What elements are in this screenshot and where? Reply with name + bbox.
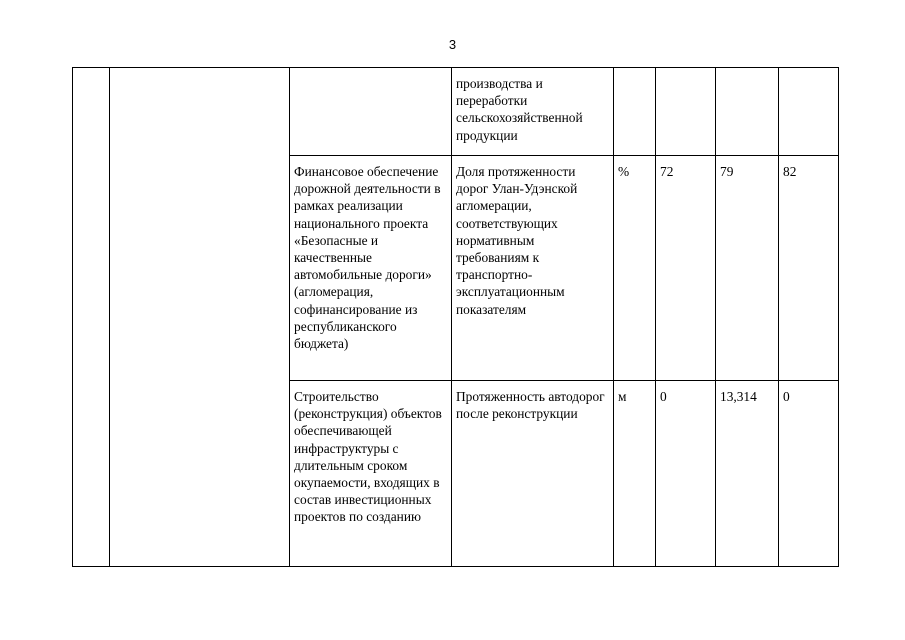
table-cell-unit <box>614 68 656 156</box>
table-cell-value-2: 13,314 <box>716 381 779 567</box>
table-cell-value-1: 0 <box>656 381 716 567</box>
indicators-table <box>72 67 839 567</box>
table-cell-value-1: 72 <box>656 156 716 381</box>
table-cell-unit: м <box>614 381 656 567</box>
table-row <box>73 68 839 156</box>
table-cell-unit: % <box>614 156 656 381</box>
table-cell-value-3: 82 <box>779 156 839 381</box>
table-cell-value-3: 0 <box>779 381 839 567</box>
table-cell-value-2 <box>716 68 779 156</box>
table-cell-value-1 <box>656 68 716 156</box>
page-number: 3 <box>448 37 457 52</box>
table-cell-value-2: 79 <box>716 156 779 381</box>
table-cell-indicator: Протяженность автодорог после реконструкции <box>452 381 614 567</box>
table-cell-indicator: Доля протяженности дорог Улан-Удэнской агломерации, соответствующих нормативным требованиям к транспортно-эксплуатационным показателям <box>452 156 614 381</box>
table-cell-value-3 <box>779 68 839 156</box>
table-cell-project <box>290 68 452 156</box>
table-cell-indicator: производства и переработки сельскохозяйственной продукции <box>452 68 614 156</box>
table-cell-program <box>110 68 290 567</box>
table-cell-project: Строительство (реконструкция) объектов обеспечивающей инфраструктуры с длительным сроком окупаемости, входящих в состав инвестиционных проектов по созданию <box>290 381 452 567</box>
table-cell-project: Финансовое обеспечение дорожной деятельности в рамках реализации национального проекта «Безопасные и качественные автомобильные дороги» (агломерация, софинансирование из республиканского бюджета) <box>290 156 452 381</box>
table-cell-number <box>73 68 110 567</box>
